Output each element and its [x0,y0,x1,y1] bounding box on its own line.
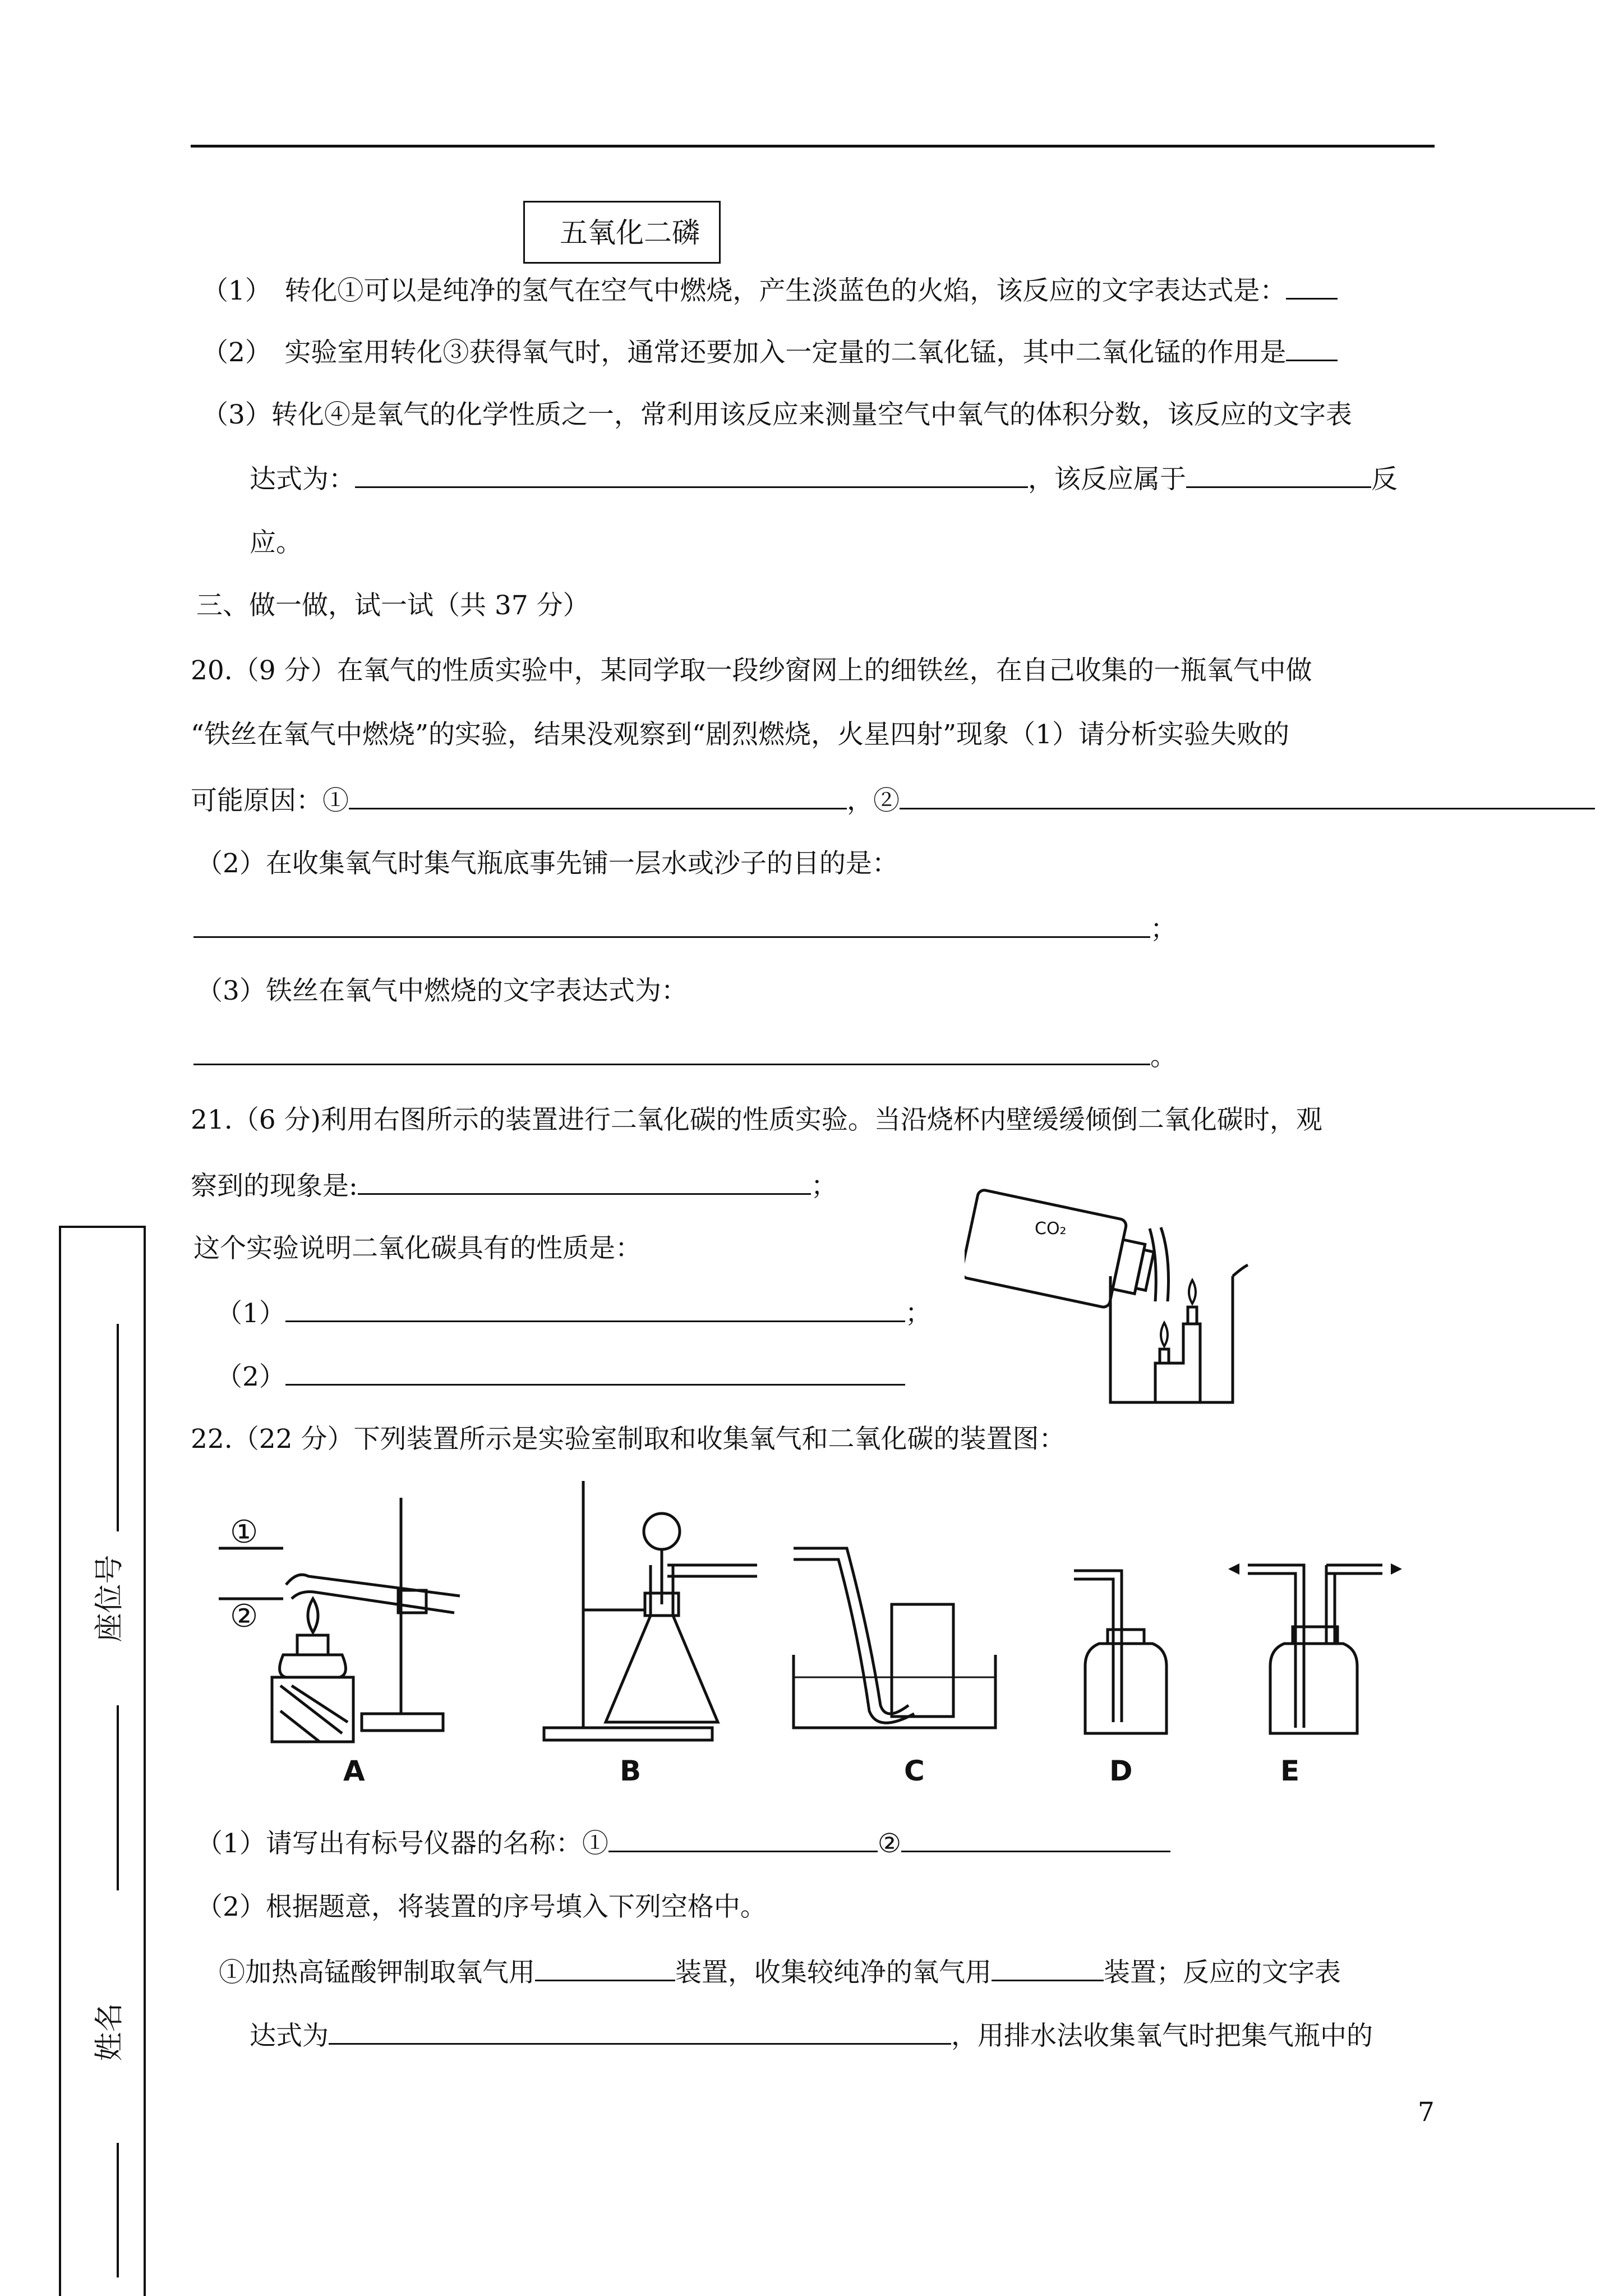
q21-blank-property-1[interactable] [285,1296,905,1322]
q22-blank-collector[interactable] [992,1955,1104,1981]
seat-label: 座位号 [93,1554,127,1642]
q21-line-1: 21.（6 分)利用右图所示的装置进行二氧化碳的性质实验。当沿烧杯内壁缓缓倾倒二氧化碳时，观 [191,1105,1322,1135]
q22-text-5a: 达式为 [250,2021,329,2051]
q19-line-5: 应。 [250,527,302,558]
q19-line-1 [202,273,1338,308]
q21-text-4b: ； [905,1298,932,1329]
mark-1: ① [230,1514,259,1550]
box-label: 五氧化二磷 [560,217,700,249]
q21-text-2b: ； [810,1171,837,1202]
q22-blank-generator[interactable] [535,1955,675,1981]
q20-blank-equation[interactable] [193,1039,1150,1065]
q20-text-3b: ，② [847,785,900,816]
q19-line-3: （3）转化④是氧气的化学性质之一，常利用该反应来测量空气中氧气的体积分数，该反应的文字表 [202,399,1352,430]
q21-blank-phenomenon[interactable] [358,1168,811,1195]
seat-line-bottom [117,1705,119,1890]
q20-blank-purpose[interactable] [193,912,1150,938]
q20-line-3 [191,783,1595,818]
header-rule [191,145,1435,148]
apparatus-label-e: E [1280,1755,1300,1787]
q19-text-1: （1） 转化①可以是纯净的氢气在空气中燃烧，产生淡蓝色的火焰，该反应的文字表达式是： [202,275,1287,306]
q22-text-4b: 装置，收集较纯净的氧气用 [675,1957,992,1988]
q19-line-4 [250,462,1398,496]
q20-line-1: 20.（9 分）在氧气的性质实验中，某同学取一段纱窗网上的细铁丝，在自己收集的一瓶氧气中做 [191,655,1312,686]
q22-blank-instrument-2[interactable] [901,1826,1170,1852]
q19-blank-reaction-type[interactable] [1186,462,1371,488]
q21-blank-property-2[interactable] [285,1359,905,1386]
q20-line-7 [193,1039,1177,1074]
q20-blank-reason-2[interactable] [900,783,1595,809]
apparatus-label-d: D [1109,1755,1133,1787]
name-line-bottom [117,2143,119,2277]
q19-blank-1[interactable] [1286,273,1338,300]
q22-text-5b: ，用排水法收集氧气时把集气瓶中的 [951,2021,1373,2051]
q19-text-4b: ，该反应属于 [1028,464,1186,495]
q20-line-5 [193,912,1177,946]
binding-margin [59,1226,146,2296]
q19-blank-equation[interactable] [355,462,1028,488]
q20-line-6: （3）铁丝在氧气中燃烧的文字表达式为： [196,976,688,1006]
q19-line-2 [202,335,1338,370]
name-label: 姓名 [93,2003,127,2062]
page-number: 7 [1418,2097,1435,2128]
q19-text-4a: 达式为： [250,464,355,495]
q22-text-4a: ①加热高锰酸钾制取氧气用 [219,1957,535,1988]
q21-line-5 [216,1359,905,1394]
q22-line-4 [219,1955,1341,1990]
q22-line-2 [196,1826,1170,1861]
q20-text-5: ； [1150,914,1177,945]
q21-text-4a: （1） [216,1298,285,1329]
q19-text-2: （2） 实验室用转化③获得氧气时，通常还要加入一定量的二氧化锰，其中二氧化锰的作用是 [202,337,1287,368]
q19-text-4c: 反 [1371,464,1398,495]
apparatus-label-c: C [904,1755,925,1787]
apparatus-label-a: A [343,1755,365,1787]
seat-line-top [117,1324,119,1531]
q22-line-5 [250,2018,1373,2053]
q21-line-2 [191,1168,837,1203]
apparatus-label-b: B [620,1755,642,1787]
q19-blank-2[interactable] [1286,335,1338,361]
q20-line-2: “铁丝在氧气中燃烧”的实验，结果没观察到“剧烈燃烧，火星四射”现象（1）请分析实验失败的 [191,719,1290,750]
co2-beaker-figure [965,1156,1256,1414]
mark-2: ② [230,1598,259,1635]
q20-text-3a: 可能原因：① [191,785,349,816]
q22-text-2b: ② [877,1828,902,1859]
q22-line-1: 22.（22 分）下列装置所示是实验室制取和收集氧气和二氧化碳的装置图： [191,1424,1066,1455]
q22-text-4c: 装置；反应的文字表 [1104,1957,1341,1988]
q20-line-4: （2）在收集氧气时集气瓶底事先铺一层水或沙子的目的是： [196,848,898,879]
q22-blank-instrument-1[interactable] [608,1826,878,1852]
q21-text-2a: 察到的现象是: [191,1171,358,1202]
q22-line-3: （2）根据题意，将装置的序号填入下列空格中。 [196,1892,767,1922]
q20-blank-reason-1[interactable] [349,783,847,809]
phosphorus-pentoxide-box [523,201,721,264]
q21-text-5a: （2） [216,1361,285,1392]
section-3-heading: 三、做一做，试一试（共 37 分） [196,590,589,621]
apparatus-figure [219,1464,1408,1801]
q22-blank-equation[interactable] [329,2018,951,2045]
q20-text-7: 。 [1150,1041,1177,1072]
co2-label: CO₂ [1035,1219,1067,1239]
q22-text-2a: （1）请写出有标号仪器的名称：① [196,1828,608,1859]
q21-line-3: 这个实验说明二氧化碳具有的性质是： [193,1233,642,1264]
q21-line-4 [216,1296,932,1331]
